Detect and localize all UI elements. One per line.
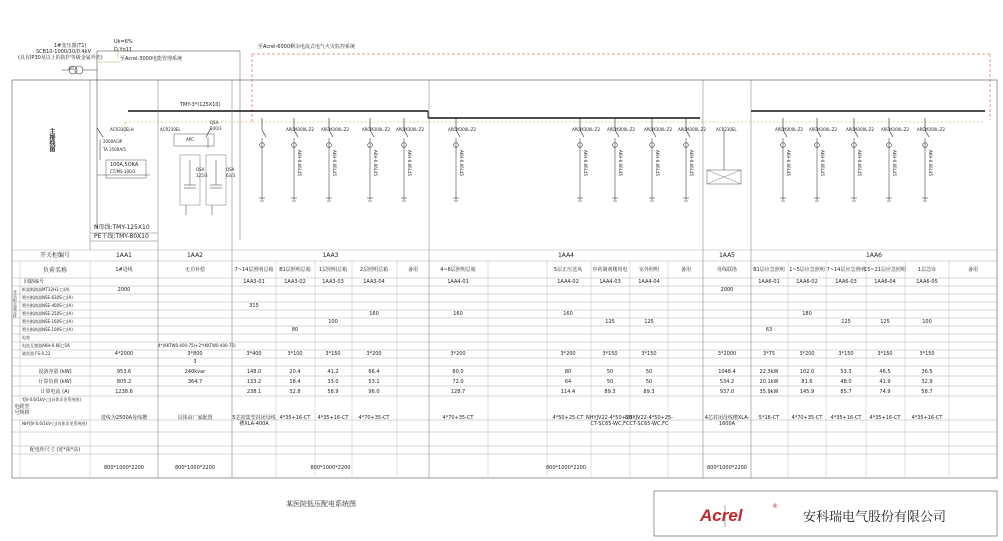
feeder-meter-label: ARCM300L-Z2 (448, 127, 477, 132)
component-label: 电流互感器AKH-0.66□5A (22, 343, 70, 348)
cabinet-no: 1AA1 (115, 252, 133, 259)
feeder-ct-label: AKH-0.66L45 (583, 150, 588, 177)
table-cell: 125 (841, 319, 851, 325)
feeder-meter-label: ARCM300L-Z2 (809, 127, 838, 132)
table-cell: 48.0 (840, 379, 852, 385)
table-cell: 180 (802, 311, 812, 317)
cable-cell: 4*70+35-CT (442, 415, 474, 421)
cabinet-name: 1#进线 (115, 267, 133, 273)
feeder-ct-label: AKH-0.66L45 (373, 150, 378, 177)
table-cell: 1AA4-02 (557, 279, 579, 285)
transformer-uk: Uk=6% (114, 39, 133, 45)
feeder-ct-label: AKH-0.66L45 (655, 150, 660, 177)
cable-cell: 4芯封闭母线槽XLA-1600A (704, 415, 750, 427)
table-cell: 3*200 (560, 351, 576, 357)
table-cell: 80.0 (452, 369, 464, 375)
row-cabinet-size: 配电柜尺寸 (宽*深*高) (29, 447, 81, 453)
row-load-name: 负荷名称 (42, 267, 68, 274)
row-cable-group: 电缆型号规格 (14, 404, 30, 416)
table-cell: 805.2 (116, 379, 132, 385)
fire-monitoring-note: 至Acrel-6000剩余电流式电气火灾监控系统 (258, 44, 356, 50)
cable-cell: 4*35+16-CT (869, 415, 901, 421)
table-cell: 145.9 (799, 389, 815, 395)
table-cell: 89.3 (643, 389, 655, 395)
table-cell: 1AA3-04 (363, 279, 385, 285)
table-cell: 1AA6-04 (874, 279, 896, 285)
cable-cell: 4*35+16-CT (911, 415, 943, 421)
table-cell: 36.5 (921, 369, 933, 375)
row-capacity: 设备容量 (kW) (38, 369, 72, 375)
table-cell: 80 (564, 369, 572, 375)
qsa-rating: 500/3 (210, 126, 222, 131)
table-cell: 114.4 (560, 389, 576, 395)
table-cell: 1048.4 (718, 369, 736, 375)
table-cell: 5层正压送风 (553, 267, 583, 273)
table-cell: 1AA6-03 (835, 279, 857, 285)
table-cell: 20.4 (289, 369, 301, 375)
incomer-ct: TA 2500A/5 (103, 147, 126, 152)
table-cell: 3*200 (450, 351, 466, 357)
transformer-housing: (具有IP30及以上的防护等级金属外壳) (18, 55, 103, 61)
table-cell: 133.2 (246, 379, 262, 385)
row-calc-load: 计算负荷 (kW) (38, 379, 72, 385)
row-breaker-group: 开关柜主要元件 (13, 290, 18, 318)
table-cell: 2000 (720, 287, 734, 293)
table-cell: 125 (880, 319, 890, 325)
table-cell: 4~6层照明总箱 (440, 267, 476, 273)
feeder-meter-label: ARCM300L-Z2 (572, 127, 601, 132)
cabinet-no: 1AA6 (865, 252, 883, 259)
cabinet-size: 800*1000*2200 (707, 465, 747, 471)
busbar-spec: TMY-3*(125X10) (180, 102, 221, 108)
apc-label: APC (186, 137, 194, 142)
cable-cell: NHYJV22-4*50+25-CT-SC65-WC,FC (625, 415, 674, 427)
table-cell: 74.9 (879, 389, 891, 395)
cabinet-size: 800*1000*2200 (104, 465, 144, 471)
table-cell: 备用 (967, 267, 979, 273)
table-cell: 22.3kW (759, 369, 779, 375)
cable-cell: 具体由厂家配置 (177, 415, 213, 421)
component-label: 塑壳断路器NSE-160S-□(A) (22, 319, 73, 324)
cable-cell: 4*35+16-CT (279, 415, 311, 421)
qsa-label: QSA (210, 120, 219, 125)
feeder-meter-label: ARCM300L-Z2 (917, 127, 946, 132)
component-label: YJV-0.6/1kV-□(具体详见系统图) (22, 397, 81, 402)
energy-management-note: 至Acrel-3000电能管理系统 (120, 56, 183, 62)
table-cell: 2000 (117, 287, 131, 293)
table-cell: 160 (369, 311, 379, 317)
table-cell: 66.4 (368, 369, 380, 375)
table-cell: 3*200 (366, 351, 382, 357)
table-cell: 7~14层应急照明 (826, 267, 866, 273)
table-cell: 50 (606, 379, 614, 385)
table-cell: 3*150 (325, 351, 341, 357)
main-wiring-label: 主接线图 (48, 128, 55, 152)
component-label: 电容 (22, 335, 30, 340)
table-cell: 3*150 (602, 351, 618, 357)
table-cell: 364.7 (187, 379, 203, 385)
qsc-label: QSA (226, 167, 235, 172)
table-cell: 128.7 (450, 389, 466, 395)
row-calc-current: 计算电流 (A) (40, 389, 70, 395)
table-cell: 3*2000 (717, 351, 737, 357)
table-cell: 1AA4-01 (447, 279, 469, 285)
cable-cell: 4*35+16-CT (317, 415, 349, 421)
table-cell: 125 (605, 319, 615, 325)
table-cell: 160 (563, 311, 573, 317)
company-logo: Acrel (700, 506, 743, 525)
feeder-ct-label: AKH-0.66L45 (459, 150, 464, 177)
table-cell: 81.6 (801, 379, 813, 385)
table-cell: B1层应急照明 (753, 267, 785, 273)
table-cell: 33.0 (327, 379, 339, 385)
component-label: 塑壳断路器NSE-250S-□(A) (22, 311, 73, 316)
component-label: 框架断路器MT32H1-□(A) (22, 287, 70, 292)
drawing-title: 某医院低压配电系统图 (286, 500, 356, 508)
table-cell: 1AA3-01 (243, 279, 265, 285)
table-cell: 85.7 (840, 389, 852, 395)
cabinet-no: 1AA3 (322, 252, 339, 259)
table-cell: 96.0 (368, 389, 380, 395)
component-label: NHYJV-0.6/1kV-□(具体详见系统图) (22, 421, 87, 426)
table-cell: 备用 (680, 267, 692, 273)
feeder-ct-label: AKH-0.66L45 (820, 150, 825, 177)
table-cell: 50 (645, 379, 653, 385)
table-cell: 1AA6-02 (796, 279, 818, 285)
cabinet-size: 800*1000*2200 (175, 465, 215, 471)
table-cell: B1层照明总箱 (279, 267, 311, 273)
feeder-meter-label: ARCM300L-Z2 (846, 127, 875, 132)
cable-cell: 4*70+35-CT (791, 415, 823, 421)
feeder-ct-label: AKH-0.66L45 (332, 150, 337, 177)
qsc-rating: 63/3 (226, 173, 235, 178)
table-cell: 148.0 (246, 369, 262, 375)
feeder-ct-label: AKH-0.66L45 (689, 150, 694, 177)
table-cell: 58.7 (921, 389, 933, 395)
table-cell: 58.9 (327, 389, 339, 395)
table-cell: 3*400 (246, 351, 262, 357)
table-cell: 3 (193, 359, 197, 365)
mccb-ct: CT/MS-100/3 (110, 169, 136, 174)
table-cell: 4*2000 (114, 351, 134, 357)
cap-meter: ACR230EL (160, 127, 181, 132)
transformer-vector: D,Yn11 (114, 47, 133, 53)
cabinet-no: 1AA4 (557, 252, 575, 259)
cabinet-name: 无功补偿 (184, 267, 206, 273)
cabinet-no: 1AA2 (186, 252, 204, 259)
table-cell: 3*150 (838, 351, 854, 357)
cabinet-no: 1AA5 (718, 252, 736, 259)
table-cell: 32.9 (921, 379, 933, 385)
table-cell: 1238.6 (115, 389, 133, 395)
table-cell: 53.1 (368, 379, 380, 385)
table-cell: 238.1 (246, 389, 262, 395)
table-cell: 18.4 (289, 379, 301, 385)
transformer-label: 1#变压器(T1) (54, 43, 87, 49)
pe-busbar-label: PE干线:TMY-80X10 (94, 233, 149, 240)
cable-cell: 4*35+16-CT (830, 415, 862, 421)
table-cell: 15~21层应急照明 (864, 267, 906, 273)
table-cell: 备用 (407, 267, 419, 273)
component-label: 避雷器 FS-0.22 (22, 351, 51, 356)
feeder-meter-label: ARCM300L-Z2 (678, 127, 707, 132)
feeder-meter-label: ARCM300L-Z2 (396, 127, 425, 132)
table-cell: 1AA6-05 (916, 279, 938, 285)
transformer-spec: SCB10-1000/10/0.4kV (36, 49, 91, 55)
table-cell: 1层照明总箱 (318, 267, 348, 273)
n-busbar-label: N母线:TMY-125X10 (94, 224, 150, 231)
table-cell: 7~14层照明总箱 (234, 267, 274, 273)
cable-cell: 5*16-CT (758, 415, 780, 421)
table-cell: 160 (453, 311, 463, 317)
table-cell: 2层照明总箱 (359, 267, 389, 273)
feeder-meter-label: ARCM300L-Z2 (362, 127, 391, 132)
table-cell: 80 (291, 327, 299, 333)
mccb-rating: 100A,5OKA (110, 162, 139, 168)
feeder-ct-label: AKH-0.66L45 (892, 150, 897, 177)
cable-cell: 4*70+35-CT (358, 415, 390, 421)
cable-cell: 4*50+25-CT (552, 415, 584, 421)
table-cell: 953.6 (116, 369, 132, 375)
table-cell: 1~5层应急照明 (789, 267, 825, 273)
table-cell: 53.3 (840, 369, 852, 375)
qsb-label: QSA (196, 167, 205, 172)
feeder-ct-label: AKH-0.66L45 (297, 150, 302, 177)
table-cell: 240kvar (184, 369, 206, 375)
cable-cell: NHYJV22-4*50+25-CT-SC65-WC,FC (586, 415, 635, 427)
table-cell: 3*150 (641, 351, 657, 357)
table-cell: 64 (564, 379, 572, 385)
table-cell: 41.2 (327, 369, 339, 375)
feeder-ct-label: AKH-0.66L45 (786, 150, 791, 177)
table-cell: 1AA3-02 (284, 279, 306, 285)
table-cell: 41.9 (879, 379, 891, 385)
table-cell: 1AA4-04 (638, 279, 660, 285)
component-label: 塑壳断路器NSE-100S-□(A) (22, 327, 73, 332)
cable-cell: 进线为2500A母线槽 (100, 415, 148, 421)
table-cell: 室外照明 (638, 267, 660, 273)
component-label: 塑壳断路器NSE-630S-□(A) (22, 295, 73, 300)
table-cell: 中药制剂楼用电 (592, 267, 628, 273)
table-cell: 3*200 (799, 351, 815, 357)
table-cell: 1层急诊 (917, 267, 937, 273)
feeder-meter-label: ARCM300L-Z2 (881, 127, 910, 132)
table-cell: 1AA4-03 (599, 279, 621, 285)
cap-spec: 4*(KKTW0-400-75)+2*(KKTW0-400-75) (158, 343, 236, 348)
feeder-ct-label: AKH-0.66L45 (407, 150, 412, 177)
cabinet-name: 母线联络 (716, 267, 738, 273)
qsb-rating: 125/3 (196, 173, 208, 178)
incomer-meter: ACR330ELH (110, 127, 134, 132)
table-cell: 72.0 (452, 379, 464, 385)
transformer-b1: B1 (69, 66, 75, 71)
table-cell: 937.0 (719, 389, 735, 395)
table-cell: 63 (765, 327, 773, 333)
table-cell: 50 (645, 369, 653, 375)
table-cell: 100 (922, 319, 932, 325)
table-cell: 46.5 (879, 369, 891, 375)
feeder-meter-label: ARCM300L-Z2 (775, 127, 804, 132)
feeder-meter-label: ARCM300L-Z2 (286, 127, 315, 132)
feeder-ct-label: AKH-0.66L45 (928, 150, 933, 177)
table-cell: 100 (328, 319, 338, 325)
table-cell: 89.3 (604, 389, 616, 395)
table-cell: 102.0 (799, 369, 815, 375)
cable-cell: 5芯密集型封闭母线槽XLA-400A (232, 415, 276, 427)
feeder-meter-label: ARCM300L-Z2 (321, 127, 350, 132)
feeder-ct-label: AKH-0.66L45 (857, 150, 862, 177)
tie-meter: ACR230EL (716, 127, 737, 132)
table-cell: 3*150 (877, 351, 893, 357)
table-cell: 3*150 (919, 351, 935, 357)
table-cell: 32.8 (289, 389, 301, 395)
table-cell: 35.9kW (759, 389, 779, 395)
row-loop-no: 回路编号 (24, 279, 45, 285)
cabinet-size: 800*1000*2200 (546, 465, 586, 471)
table-cell: 534.2 (719, 379, 735, 385)
feeder-meter-label: ARCM300L-Z2 (607, 127, 636, 132)
table-cell: 125 (644, 319, 654, 325)
table-cell: 315 (249, 303, 259, 309)
feeder-ct-label: AKH-0.66L45 (618, 150, 623, 177)
company-name: 安科瑞电气股份有限公司 (803, 510, 947, 525)
table-cell: 3*100 (287, 351, 303, 357)
row-cabinet-no: 开关柜编号 (39, 252, 71, 259)
table-cell: 3*800 (187, 351, 203, 357)
cabinet-size: 800*1000*2200 (310, 465, 351, 471)
company-reg: ® (772, 503, 778, 510)
feeder-meter-label: ARCM300L-Z2 (644, 127, 673, 132)
table-cell: 20.1kW (759, 379, 779, 385)
component-label: 塑壳断路器NSE-400S-□(A) (22, 303, 73, 308)
table-cell: 3*75 (762, 351, 776, 357)
incomer-breaker: 2000A/3P (103, 139, 123, 144)
table-cell: 1AA6-01 (758, 279, 780, 285)
table-cell: 50 (606, 369, 614, 375)
table-cell: 1AA3-03 (322, 279, 344, 285)
